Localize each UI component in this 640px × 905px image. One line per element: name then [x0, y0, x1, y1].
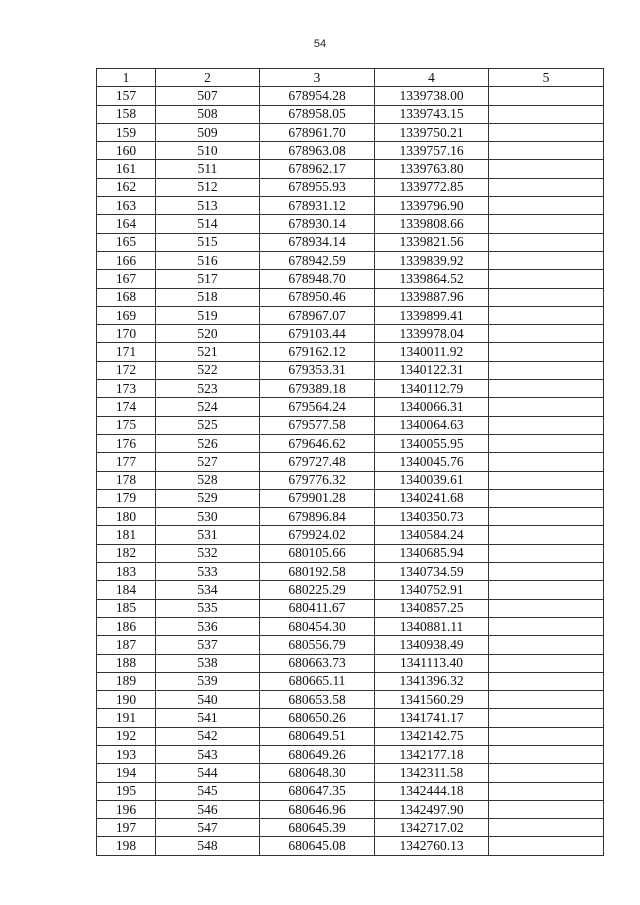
row-number-cell: 190	[97, 691, 156, 709]
point-number-cell: 522	[156, 361, 260, 379]
y-coordinate-cell: 1340122.31	[375, 361, 489, 379]
point-number-cell: 546	[156, 800, 260, 818]
x-coordinate-cell: 678961.70	[260, 123, 375, 141]
row-number-cell: 163	[97, 197, 156, 215]
x-coordinate-cell: 679924.02	[260, 526, 375, 544]
point-number-cell: 537	[156, 636, 260, 654]
coordinates-table	[96, 68, 604, 856]
point-number-cell: 515	[156, 233, 260, 251]
row-number-cell: 180	[97, 508, 156, 526]
y-coordinate-cell: 1342760.13	[375, 837, 489, 855]
note-cell	[489, 727, 604, 745]
row-number-cell: 183	[97, 563, 156, 581]
note-cell	[489, 343, 604, 361]
y-coordinate-cell: 1340064.63	[375, 416, 489, 434]
note-cell	[489, 800, 604, 818]
column-header-2: 2	[156, 69, 260, 87]
row-number-cell: 171	[97, 343, 156, 361]
x-coordinate-cell: 680653.58	[260, 691, 375, 709]
y-coordinate-cell: 1340938.49	[375, 636, 489, 654]
y-coordinate-cell: 1341560.29	[375, 691, 489, 709]
note-cell	[489, 508, 604, 526]
note-cell	[489, 453, 604, 471]
row-number-cell: 178	[97, 471, 156, 489]
note-cell	[489, 361, 604, 379]
x-coordinate-cell: 678950.46	[260, 288, 375, 306]
x-coordinate-cell: 680556.79	[260, 636, 375, 654]
table-row	[97, 800, 604, 818]
table-header	[97, 69, 604, 87]
row-number-cell: 198	[97, 837, 156, 855]
point-number-cell: 530	[156, 508, 260, 526]
row-number-cell: 169	[97, 306, 156, 324]
table-row	[97, 745, 604, 763]
y-coordinate-cell: 1339864.52	[375, 270, 489, 288]
row-number-cell: 158	[97, 105, 156, 123]
row-number-cell: 193	[97, 745, 156, 763]
table-row	[97, 453, 604, 471]
y-coordinate-cell: 1342142.75	[375, 727, 489, 745]
row-number-cell: 175	[97, 416, 156, 434]
note-cell	[489, 782, 604, 800]
note-cell	[489, 691, 604, 709]
y-coordinate-cell: 1339743.15	[375, 105, 489, 123]
y-coordinate-cell: 1340584.24	[375, 526, 489, 544]
x-coordinate-cell: 678963.08	[260, 142, 375, 160]
x-coordinate-cell: 680665.11	[260, 672, 375, 690]
row-number-cell: 173	[97, 380, 156, 398]
x-coordinate-cell: 680411.67	[260, 599, 375, 617]
y-coordinate-cell: 1340241.68	[375, 489, 489, 507]
page-number: 54	[313, 38, 327, 50]
point-number-cell: 528	[156, 471, 260, 489]
y-coordinate-cell: 1339763.80	[375, 160, 489, 178]
row-number-cell: 165	[97, 233, 156, 251]
point-number-cell: 536	[156, 617, 260, 635]
y-coordinate-cell: 1340055.95	[375, 434, 489, 452]
x-coordinate-cell: 679646.62	[260, 434, 375, 452]
note-cell	[489, 672, 604, 690]
x-coordinate-cell: 679727.48	[260, 453, 375, 471]
y-coordinate-cell: 1339738.00	[375, 87, 489, 105]
point-number-cell: 511	[156, 160, 260, 178]
row-number-cell: 186	[97, 617, 156, 635]
point-number-cell: 510	[156, 142, 260, 160]
x-coordinate-cell: 680647.35	[260, 782, 375, 800]
table-row	[97, 599, 604, 617]
table-row	[97, 361, 604, 379]
row-number-cell: 161	[97, 160, 156, 178]
table-row	[97, 105, 604, 123]
note-cell	[489, 654, 604, 672]
row-number-cell: 160	[97, 142, 156, 160]
note-cell	[489, 398, 604, 416]
point-number-cell: 516	[156, 251, 260, 269]
x-coordinate-cell: 680649.51	[260, 727, 375, 745]
table-row	[97, 526, 604, 544]
table-row	[97, 727, 604, 745]
table-row	[97, 123, 604, 141]
row-number-cell: 162	[97, 178, 156, 196]
note-cell	[489, 764, 604, 782]
table-row	[97, 233, 604, 251]
y-coordinate-cell: 1339750.21	[375, 123, 489, 141]
point-number-cell: 539	[156, 672, 260, 690]
note-cell	[489, 197, 604, 215]
point-number-cell: 531	[156, 526, 260, 544]
x-coordinate-cell: 679353.31	[260, 361, 375, 379]
table-row	[97, 617, 604, 635]
table-row	[97, 306, 604, 324]
y-coordinate-cell: 1340752.91	[375, 581, 489, 599]
note-cell	[489, 123, 604, 141]
note-cell	[489, 471, 604, 489]
table-row	[97, 251, 604, 269]
x-coordinate-cell: 680649.26	[260, 745, 375, 763]
table-row	[97, 416, 604, 434]
point-number-cell: 508	[156, 105, 260, 123]
table-row	[97, 325, 604, 343]
row-number-cell: 187	[97, 636, 156, 654]
x-coordinate-cell: 680454.30	[260, 617, 375, 635]
table-row	[97, 178, 604, 196]
point-number-cell: 544	[156, 764, 260, 782]
row-number-cell: 157	[97, 87, 156, 105]
table-row	[97, 288, 604, 306]
point-number-cell: 538	[156, 654, 260, 672]
point-number-cell: 526	[156, 434, 260, 452]
point-number-cell: 529	[156, 489, 260, 507]
y-coordinate-cell: 1340039.61	[375, 471, 489, 489]
row-number-cell: 159	[97, 123, 156, 141]
note-cell	[489, 306, 604, 324]
y-coordinate-cell: 1341113.40	[375, 654, 489, 672]
x-coordinate-cell: 678955.93	[260, 178, 375, 196]
point-number-cell: 509	[156, 123, 260, 141]
note-cell	[489, 87, 604, 105]
point-number-cell: 519	[156, 306, 260, 324]
table-row	[97, 508, 604, 526]
point-number-cell: 521	[156, 343, 260, 361]
point-number-cell: 523	[156, 380, 260, 398]
row-number-cell: 164	[97, 215, 156, 233]
table-row	[97, 87, 604, 105]
note-cell	[489, 837, 604, 855]
x-coordinate-cell: 680192.58	[260, 563, 375, 581]
table-row	[97, 197, 604, 215]
y-coordinate-cell: 1339839.92	[375, 251, 489, 269]
row-number-cell: 174	[97, 398, 156, 416]
x-coordinate-cell: 680105.66	[260, 544, 375, 562]
y-coordinate-cell: 1340881.11	[375, 617, 489, 635]
x-coordinate-cell: 678934.14	[260, 233, 375, 251]
row-number-cell: 182	[97, 544, 156, 562]
point-number-cell: 535	[156, 599, 260, 617]
point-number-cell: 532	[156, 544, 260, 562]
header-row	[97, 69, 604, 87]
point-number-cell: 517	[156, 270, 260, 288]
note-cell	[489, 434, 604, 452]
row-number-cell: 177	[97, 453, 156, 471]
table-row	[97, 215, 604, 233]
x-coordinate-cell: 680646.96	[260, 800, 375, 818]
y-coordinate-cell: 1339978.04	[375, 325, 489, 343]
y-coordinate-cell: 1339821.56	[375, 233, 489, 251]
table-row	[97, 160, 604, 178]
y-coordinate-cell: 1340066.31	[375, 398, 489, 416]
note-cell	[489, 325, 604, 343]
row-number-cell: 176	[97, 434, 156, 452]
table-row	[97, 544, 604, 562]
table-row	[97, 672, 604, 690]
x-coordinate-cell: 680663.73	[260, 654, 375, 672]
note-cell	[489, 178, 604, 196]
table-row	[97, 398, 604, 416]
row-number-cell: 192	[97, 727, 156, 745]
y-coordinate-cell: 1340112.79	[375, 380, 489, 398]
point-number-cell: 542	[156, 727, 260, 745]
table-row	[97, 563, 604, 581]
row-number-cell: 189	[97, 672, 156, 690]
note-cell	[489, 563, 604, 581]
note-cell	[489, 215, 604, 233]
x-coordinate-cell: 679776.32	[260, 471, 375, 489]
row-number-cell: 181	[97, 526, 156, 544]
point-number-cell: 520	[156, 325, 260, 343]
note-cell	[489, 489, 604, 507]
point-number-cell: 527	[156, 453, 260, 471]
note-cell	[489, 105, 604, 123]
y-coordinate-cell: 1342444.18	[375, 782, 489, 800]
x-coordinate-cell: 679564.24	[260, 398, 375, 416]
y-coordinate-cell: 1342177.18	[375, 745, 489, 763]
table-row	[97, 270, 604, 288]
x-coordinate-cell: 678930.14	[260, 215, 375, 233]
x-coordinate-cell: 678942.59	[260, 251, 375, 269]
table-body	[97, 87, 604, 855]
row-number-cell: 184	[97, 581, 156, 599]
row-number-cell: 191	[97, 709, 156, 727]
point-number-cell: 545	[156, 782, 260, 800]
point-number-cell: 525	[156, 416, 260, 434]
column-header-1: 1	[97, 69, 156, 87]
table-row	[97, 581, 604, 599]
note-cell	[489, 160, 604, 178]
table-row	[97, 782, 604, 800]
y-coordinate-cell: 1340045.76	[375, 453, 489, 471]
x-coordinate-cell: 679901.28	[260, 489, 375, 507]
note-cell	[489, 581, 604, 599]
y-coordinate-cell: 1340350.73	[375, 508, 489, 526]
x-coordinate-cell: 678967.07	[260, 306, 375, 324]
y-coordinate-cell: 1342717.02	[375, 819, 489, 837]
note-cell	[489, 636, 604, 654]
note-cell	[489, 233, 604, 251]
column-header-4: 4	[375, 69, 489, 87]
table-row	[97, 489, 604, 507]
x-coordinate-cell: 679389.18	[260, 380, 375, 398]
note-cell	[489, 709, 604, 727]
row-number-cell: 197	[97, 819, 156, 837]
table-row	[97, 837, 604, 855]
row-number-cell: 167	[97, 270, 156, 288]
table-row	[97, 471, 604, 489]
point-number-cell: 512	[156, 178, 260, 196]
y-coordinate-cell: 1339808.66	[375, 215, 489, 233]
x-coordinate-cell: 678958.05	[260, 105, 375, 123]
row-number-cell: 194	[97, 764, 156, 782]
row-number-cell: 166	[97, 251, 156, 269]
table-row	[97, 142, 604, 160]
y-coordinate-cell: 1340685.94	[375, 544, 489, 562]
y-coordinate-cell: 1339899.41	[375, 306, 489, 324]
y-coordinate-cell: 1341396.32	[375, 672, 489, 690]
row-number-cell: 188	[97, 654, 156, 672]
x-coordinate-cell: 680645.08	[260, 837, 375, 855]
point-number-cell: 513	[156, 197, 260, 215]
x-coordinate-cell: 678954.28	[260, 87, 375, 105]
row-number-cell: 196	[97, 800, 156, 818]
note-cell	[489, 288, 604, 306]
table-row	[97, 380, 604, 398]
y-coordinate-cell: 1339796.90	[375, 197, 489, 215]
x-coordinate-cell: 679577.58	[260, 416, 375, 434]
note-cell	[489, 251, 604, 269]
x-coordinate-cell: 680650.26	[260, 709, 375, 727]
y-coordinate-cell: 1339757.16	[375, 142, 489, 160]
point-number-cell: 518	[156, 288, 260, 306]
note-cell	[489, 270, 604, 288]
table-row	[97, 654, 604, 672]
note-cell	[489, 380, 604, 398]
table-row	[97, 343, 604, 361]
y-coordinate-cell: 1339772.85	[375, 178, 489, 196]
table-row	[97, 709, 604, 727]
note-cell	[489, 745, 604, 763]
row-number-cell: 185	[97, 599, 156, 617]
point-number-cell: 547	[156, 819, 260, 837]
x-coordinate-cell: 680648.30	[260, 764, 375, 782]
note-cell	[489, 617, 604, 635]
y-coordinate-cell: 1339887.96	[375, 288, 489, 306]
row-number-cell: 179	[97, 489, 156, 507]
point-number-cell: 514	[156, 215, 260, 233]
row-number-cell: 170	[97, 325, 156, 343]
x-coordinate-cell: 679896.84	[260, 508, 375, 526]
column-header-3: 3	[260, 69, 375, 87]
table-row	[97, 764, 604, 782]
table-row	[97, 434, 604, 452]
x-coordinate-cell: 680225.29	[260, 581, 375, 599]
row-number-cell: 168	[97, 288, 156, 306]
note-cell	[489, 819, 604, 837]
note-cell	[489, 526, 604, 544]
y-coordinate-cell: 1340857.25	[375, 599, 489, 617]
x-coordinate-cell: 679103.44	[260, 325, 375, 343]
column-header-5: 5	[489, 69, 604, 87]
point-number-cell: 507	[156, 87, 260, 105]
note-cell	[489, 416, 604, 434]
point-number-cell: 533	[156, 563, 260, 581]
row-number-cell: 172	[97, 361, 156, 379]
x-coordinate-cell: 680645.39	[260, 819, 375, 837]
y-coordinate-cell: 1342497.90	[375, 800, 489, 818]
x-coordinate-cell: 678931.12	[260, 197, 375, 215]
point-number-cell: 548	[156, 837, 260, 855]
x-coordinate-cell: 679162.12	[260, 343, 375, 361]
point-number-cell: 541	[156, 709, 260, 727]
y-coordinate-cell: 1340734.59	[375, 563, 489, 581]
note-cell	[489, 599, 604, 617]
note-cell	[489, 544, 604, 562]
table-row	[97, 636, 604, 654]
y-coordinate-cell: 1340011.92	[375, 343, 489, 361]
table-row	[97, 691, 604, 709]
point-number-cell: 540	[156, 691, 260, 709]
point-number-cell: 524	[156, 398, 260, 416]
note-cell	[489, 142, 604, 160]
point-number-cell: 534	[156, 581, 260, 599]
table-row	[97, 819, 604, 837]
point-number-cell: 543	[156, 745, 260, 763]
y-coordinate-cell: 1342311.58	[375, 764, 489, 782]
y-coordinate-cell: 1341741.17	[375, 709, 489, 727]
row-number-cell: 195	[97, 782, 156, 800]
x-coordinate-cell: 678962.17	[260, 160, 375, 178]
x-coordinate-cell: 678948.70	[260, 270, 375, 288]
